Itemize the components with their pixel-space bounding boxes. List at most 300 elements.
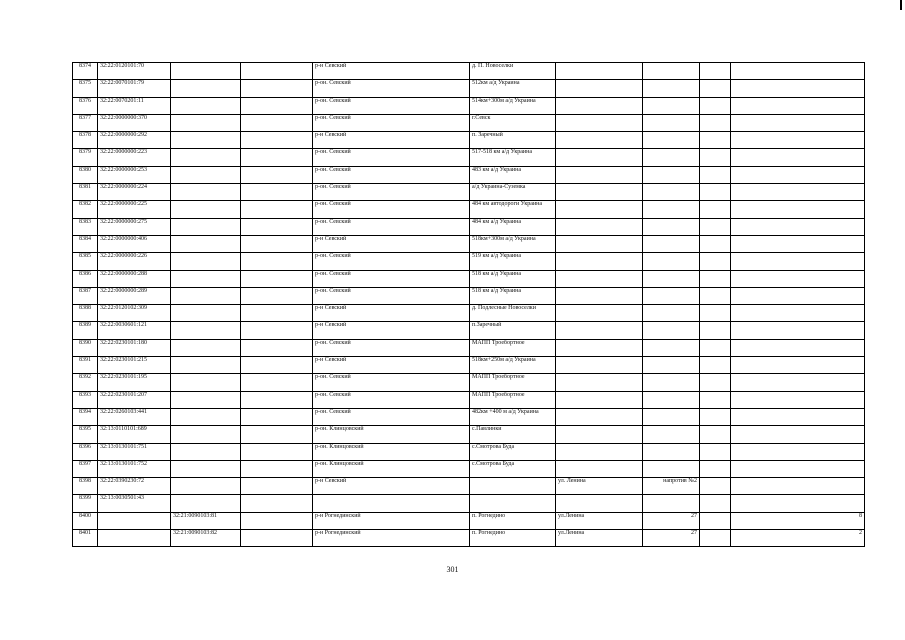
cell-building [700, 495, 731, 512]
cell-building [700, 512, 731, 529]
cell-house: 27 [643, 512, 700, 529]
cell-record-number: 8399 [73, 495, 98, 512]
cell-street [556, 357, 643, 374]
cell-street [556, 374, 643, 391]
cell-blank [241, 80, 313, 97]
table-row [73, 530, 865, 547]
cell-house [643, 460, 700, 477]
cell-street [556, 132, 643, 149]
cell-locality: 518км+250м а/д Украина [470, 357, 556, 374]
cell-blank [241, 305, 313, 322]
cell-district: р-н Рогнединский [313, 512, 470, 529]
cell-blank [241, 63, 313, 80]
cell-cadastral-number-alt: 32:21:0090103:82 [171, 530, 241, 547]
cell-house [643, 201, 700, 218]
cell-locality: 518км+300м а/д Украина [470, 235, 556, 252]
cell-district: р-н Севский [313, 235, 470, 252]
cell-house [643, 408, 700, 425]
cell-cadastral-number: 32:13:0030501:43 [98, 495, 171, 512]
cell-blank [241, 149, 313, 166]
cell-flat [731, 408, 865, 425]
cell-district: р-н Севский [313, 478, 470, 495]
cell-house: 27 [643, 530, 700, 547]
cell-house [643, 80, 700, 97]
cell-building [700, 114, 731, 131]
cell-cadastral-number: 32:22:0070101:79 [98, 80, 171, 97]
cell-blank [241, 478, 313, 495]
cell-flat [731, 391, 865, 408]
cell-blank [241, 391, 313, 408]
cell-building [700, 339, 731, 356]
cell-district: р-н Севский [313, 63, 470, 80]
table-row [73, 63, 865, 80]
cell-cadastral-number-alt [171, 305, 241, 322]
cell-cadastral-number: 32:13:0130101:751 [98, 443, 171, 460]
cell-street: ул. Ленина [556, 478, 643, 495]
cell-flat [731, 63, 865, 80]
cell-cadastral-number [98, 530, 171, 547]
cell-flat [731, 270, 865, 287]
cell-record-number: 8386 [73, 270, 98, 287]
cell-flat [731, 443, 865, 460]
cell-cadastral-number: 32:22:0000000:288 [98, 270, 171, 287]
cell-cadastral-number: 32:22:0000000:225 [98, 201, 171, 218]
margin-mark [900, 0, 902, 10]
table-row [73, 287, 865, 304]
cell-district: р-он. Севский [313, 184, 470, 201]
cell-building [700, 305, 731, 322]
cell-cadastral-number: 32:22:0230101:195 [98, 374, 171, 391]
cell-district: р-н Севский [313, 132, 470, 149]
cell-district: р-он. Севский [313, 391, 470, 408]
cell-street [556, 270, 643, 287]
cell-blank [241, 530, 313, 547]
cell-flat [731, 166, 865, 183]
cell-flat [731, 201, 865, 218]
cell-street [556, 408, 643, 425]
cell-cadastral-number: 32:22:0260103:441 [98, 408, 171, 425]
cell-house [643, 287, 700, 304]
cell-district: р-он. Клинцовский [313, 460, 470, 477]
cell-blank [241, 322, 313, 339]
cell-cadastral-number: 32:22:0120102:309 [98, 305, 171, 322]
cell-blank [241, 374, 313, 391]
cell-blank [241, 460, 313, 477]
cell-flat [731, 305, 865, 322]
cell-cadastral-number-alt [171, 235, 241, 252]
cell-building [700, 253, 731, 270]
cell-street [556, 305, 643, 322]
table-row [73, 80, 865, 97]
cell-cadastral-number-alt [171, 270, 241, 287]
cell-blank [241, 443, 313, 460]
cell-record-number: 8391 [73, 357, 98, 374]
cell-record-number: 8387 [73, 287, 98, 304]
cell-house [643, 132, 700, 149]
cell-record-number: 8397 [73, 460, 98, 477]
cell-locality: МАПП Троебортное [470, 374, 556, 391]
cell-locality: 518 км а/д Украина [470, 270, 556, 287]
table-row [73, 512, 865, 529]
cell-record-number: 8375 [73, 80, 98, 97]
cell-building [700, 374, 731, 391]
cell-record-number: 8374 [73, 63, 98, 80]
cell-blank [241, 235, 313, 252]
cell-building [700, 322, 731, 339]
cell-street: ул.Ленина [556, 530, 643, 547]
cell-locality: 512км а/д Украина [470, 80, 556, 97]
cell-building [700, 235, 731, 252]
cell-house [643, 253, 700, 270]
cell-cadastral-number-alt [171, 357, 241, 374]
table-row [73, 201, 865, 218]
cell-locality: д. Подлесные Новоселки [470, 305, 556, 322]
cell-building [700, 287, 731, 304]
cell-cadastral-number: 32:22:0070201:11 [98, 97, 171, 114]
cell-district: р-он. Севский [313, 80, 470, 97]
table-row [73, 253, 865, 270]
register-rows [73, 63, 865, 547]
cell-blank [241, 114, 313, 131]
cell-street [556, 218, 643, 235]
cell-district: р-он. Севский [313, 287, 470, 304]
cell-flat [731, 287, 865, 304]
cell-cadastral-number: 32:22:0230101:207 [98, 391, 171, 408]
cell-flat [731, 149, 865, 166]
cell-building [700, 443, 731, 460]
cell-street [556, 114, 643, 131]
cell-blank [241, 132, 313, 149]
cell-street [556, 322, 643, 339]
cell-flat [731, 132, 865, 149]
cell-building [700, 166, 731, 183]
cell-cadastral-number-alt [171, 287, 241, 304]
cell-house [643, 184, 700, 201]
cell-cadastral-number-alt [171, 478, 241, 495]
cell-building [700, 80, 731, 97]
table-row [73, 305, 865, 322]
cell-blank [241, 287, 313, 304]
cell-blank [241, 218, 313, 235]
table-row [73, 391, 865, 408]
cell-locality: 514км+300м а/д Украина [470, 97, 556, 114]
cell-record-number: 8389 [73, 322, 98, 339]
table-row [73, 408, 865, 425]
cell-house [643, 63, 700, 80]
cell-blank [241, 166, 313, 183]
cell-flat [731, 322, 865, 339]
cell-building [700, 408, 731, 425]
cell-district: р-он. Севский [313, 201, 470, 218]
cell-blank [241, 184, 313, 201]
cell-district: р-н Севский [313, 322, 470, 339]
cell-record-number: 8394 [73, 408, 98, 425]
cell-house [643, 426, 700, 443]
table-row [73, 426, 865, 443]
cell-cadastral-number: 32:22:0000000:275 [98, 218, 171, 235]
cell-locality: 517-518 км а/д Украина [470, 149, 556, 166]
cell-record-number: 8388 [73, 305, 98, 322]
cell-locality [470, 478, 556, 495]
table-row [73, 460, 865, 477]
cell-district: р-н Севский [313, 305, 470, 322]
cell-district: р-он. Севский [313, 166, 470, 183]
cell-locality: 484 км а/д Украина [470, 218, 556, 235]
cell-flat [731, 460, 865, 477]
cell-blank [241, 408, 313, 425]
cell-cadastral-number-alt [171, 495, 241, 512]
cell-blank [241, 357, 313, 374]
cell-locality: МАПП Троебортное [470, 339, 556, 356]
table-row [73, 270, 865, 287]
cell-cadastral-number: 32:13:0130101:752 [98, 460, 171, 477]
cell-house [643, 322, 700, 339]
cell-record-number: 8385 [73, 253, 98, 270]
cell-record-number: 8400 [73, 512, 98, 529]
cell-building [700, 184, 731, 201]
cell-district: р-он. Клинцовский [313, 443, 470, 460]
cell-blank [241, 97, 313, 114]
cell-district: р-он. Севский [313, 374, 470, 391]
cell-district: р-он. Клинцовский [313, 426, 470, 443]
cell-blank [241, 253, 313, 270]
cell-street [556, 149, 643, 166]
cell-building [700, 97, 731, 114]
cell-flat [731, 426, 865, 443]
cell-flat [731, 184, 865, 201]
cell-record-number: 8395 [73, 426, 98, 443]
cell-locality: 519 км а/д Украина [470, 253, 556, 270]
cell-blank [241, 495, 313, 512]
cell-cadastral-number [98, 512, 171, 529]
cell-cadastral-number: 32:22:0000000:370 [98, 114, 171, 131]
table-row [73, 218, 865, 235]
table-row [73, 166, 865, 183]
cell-locality: с.Смотрова Буда [470, 443, 556, 460]
page-number: 301 [446, 565, 459, 574]
cell-street [556, 184, 643, 201]
cell-district: р-он. Севский [313, 270, 470, 287]
table-row [73, 97, 865, 114]
cell-house [643, 235, 700, 252]
cell-cadastral-number-alt [171, 80, 241, 97]
cell-building [700, 270, 731, 287]
cell-district: р-н Севский [313, 357, 470, 374]
cell-cadastral-number: 32:22:0000000:223 [98, 149, 171, 166]
cell-cadastral-number-alt [171, 149, 241, 166]
cell-cadastral-number-alt [171, 132, 241, 149]
cell-locality: 483 км а/д Украина [470, 166, 556, 183]
cell-building [700, 218, 731, 235]
cell-blank [241, 512, 313, 529]
cell-building [700, 478, 731, 495]
cell-cadastral-number-alt [171, 201, 241, 218]
cell-district: р-он. Севский [313, 339, 470, 356]
table-row [73, 357, 865, 374]
cell-locality: п.Заречный [470, 322, 556, 339]
cell-house [643, 357, 700, 374]
cell-house [643, 149, 700, 166]
cell-house: напротив №2 [643, 478, 700, 495]
cell-cadastral-number: 32:22:0000000:253 [98, 166, 171, 183]
cell-street [556, 166, 643, 183]
cell-street: ул.Ленина [556, 512, 643, 529]
cell-record-number: 8390 [73, 339, 98, 356]
cell-locality: д. П. Новоселки [470, 63, 556, 80]
cell-building [700, 530, 731, 547]
cell-cadastral-number-alt [171, 322, 241, 339]
cell-cadastral-number-alt [171, 426, 241, 443]
cell-cadastral-number: 32:22:0030601:121 [98, 322, 171, 339]
cell-street [556, 339, 643, 356]
cell-cadastral-number: 32:22:0120101:70 [98, 63, 171, 80]
cell-cadastral-number: 32:22:0000000:406 [98, 235, 171, 252]
cell-cadastral-number-alt [171, 184, 241, 201]
cell-cadastral-number: 32:22:0390230:72 [98, 478, 171, 495]
cell-record-number: 8379 [73, 149, 98, 166]
cell-cadastral-number-alt [171, 339, 241, 356]
cell-street [556, 391, 643, 408]
cell-building [700, 132, 731, 149]
cell-house [643, 374, 700, 391]
cell-house [643, 443, 700, 460]
cell-record-number: 8382 [73, 201, 98, 218]
cell-record-number: 8378 [73, 132, 98, 149]
cell-street [556, 426, 643, 443]
cell-locality: 518 км а/д Украина [470, 287, 556, 304]
table-row [73, 184, 865, 201]
cell-house [643, 114, 700, 131]
cell-blank [241, 270, 313, 287]
cell-street [556, 460, 643, 477]
cell-flat [731, 114, 865, 131]
cell-house [643, 495, 700, 512]
cell-cadastral-number: 32:22:0230101:180 [98, 339, 171, 356]
cell-street [556, 253, 643, 270]
cell-cadastral-number-alt [171, 253, 241, 270]
cell-house [643, 166, 700, 183]
cell-cadastral-number-alt [171, 63, 241, 80]
cell-district [313, 495, 470, 512]
cell-locality: г.Севск [470, 114, 556, 131]
cell-record-number: 8393 [73, 391, 98, 408]
cell-locality [470, 495, 556, 512]
cell-flat: 2 [731, 530, 865, 547]
cell-district: р-он. Севский [313, 97, 470, 114]
cell-house [643, 270, 700, 287]
cell-locality: п. Рогнедино [470, 530, 556, 547]
table-row [73, 114, 865, 131]
cell-building [700, 426, 731, 443]
cell-cadastral-number-alt [171, 443, 241, 460]
cell-flat [731, 339, 865, 356]
table-row [73, 149, 865, 166]
cell-record-number: 8384 [73, 235, 98, 252]
cell-blank [241, 201, 313, 218]
cell-record-number: 8377 [73, 114, 98, 131]
cell-district: р-н Рогнединский [313, 530, 470, 547]
table-row [73, 374, 865, 391]
cell-house [643, 339, 700, 356]
table-row [73, 495, 865, 512]
cell-cadastral-number-alt [171, 374, 241, 391]
cell-building [700, 63, 731, 80]
cell-cadastral-number-alt [171, 166, 241, 183]
cell-cadastral-number-alt [171, 114, 241, 131]
cell-locality: п. Заречный [470, 132, 556, 149]
table-row [73, 478, 865, 495]
cell-flat [731, 80, 865, 97]
cell-flat: 8 [731, 512, 865, 529]
cell-cadastral-number-alt [171, 97, 241, 114]
cell-house [643, 305, 700, 322]
cell-locality: а/д Украина-Суземка [470, 184, 556, 201]
cell-building [700, 391, 731, 408]
cell-building [700, 201, 731, 218]
cell-cadastral-number-alt [171, 391, 241, 408]
cell-house [643, 97, 700, 114]
cell-record-number: 8383 [73, 218, 98, 235]
cell-house [643, 218, 700, 235]
cell-locality: с.Смотрова Буда [470, 460, 556, 477]
cell-building [700, 357, 731, 374]
cell-street [556, 97, 643, 114]
cell-flat [731, 374, 865, 391]
cell-locality: МАПП Троебортное [470, 391, 556, 408]
cell-building [700, 149, 731, 166]
cell-cadastral-number: 32:22:0000000:292 [98, 132, 171, 149]
cell-blank [241, 339, 313, 356]
table-row [73, 132, 865, 149]
cell-cadastral-number-alt: 32:21:0090103:81 [171, 512, 241, 529]
cell-district: р-он. Севский [313, 149, 470, 166]
cell-street [556, 80, 643, 97]
cell-cadastral-number: 32:13:0110101:689 [98, 426, 171, 443]
cell-street [556, 495, 643, 512]
cell-record-number: 8380 [73, 166, 98, 183]
cell-street [556, 287, 643, 304]
cell-street [556, 443, 643, 460]
cell-flat [731, 97, 865, 114]
table-row [73, 322, 865, 339]
cell-flat [731, 235, 865, 252]
cell-locality: с.Павлинки [470, 426, 556, 443]
table-row [73, 443, 865, 460]
table-row [73, 235, 865, 252]
cell-flat [731, 495, 865, 512]
cell-blank [241, 426, 313, 443]
cell-building [700, 460, 731, 477]
cell-record-number: 8376 [73, 97, 98, 114]
cell-district: р-он. Севский [313, 114, 470, 131]
cell-cadastral-number-alt [171, 218, 241, 235]
cell-record-number: 8398 [73, 478, 98, 495]
cell-flat [731, 253, 865, 270]
cell-record-number: 8396 [73, 443, 98, 460]
cell-cadastral-number-alt [171, 460, 241, 477]
cell-record-number: 8392 [73, 374, 98, 391]
table-row [73, 339, 865, 356]
cell-cadastral-number: 32:22:0000000:226 [98, 253, 171, 270]
cell-cadastral-number-alt [171, 408, 241, 425]
register-table [72, 62, 865, 547]
cell-district: р-он. Севский [313, 218, 470, 235]
cell-locality: п. Рогнедино [470, 512, 556, 529]
cell-street [556, 63, 643, 80]
cell-locality: 482км +400 м а/д Украина [470, 408, 556, 425]
cell-district: р-он. Севский [313, 253, 470, 270]
cell-record-number: 8381 [73, 184, 98, 201]
